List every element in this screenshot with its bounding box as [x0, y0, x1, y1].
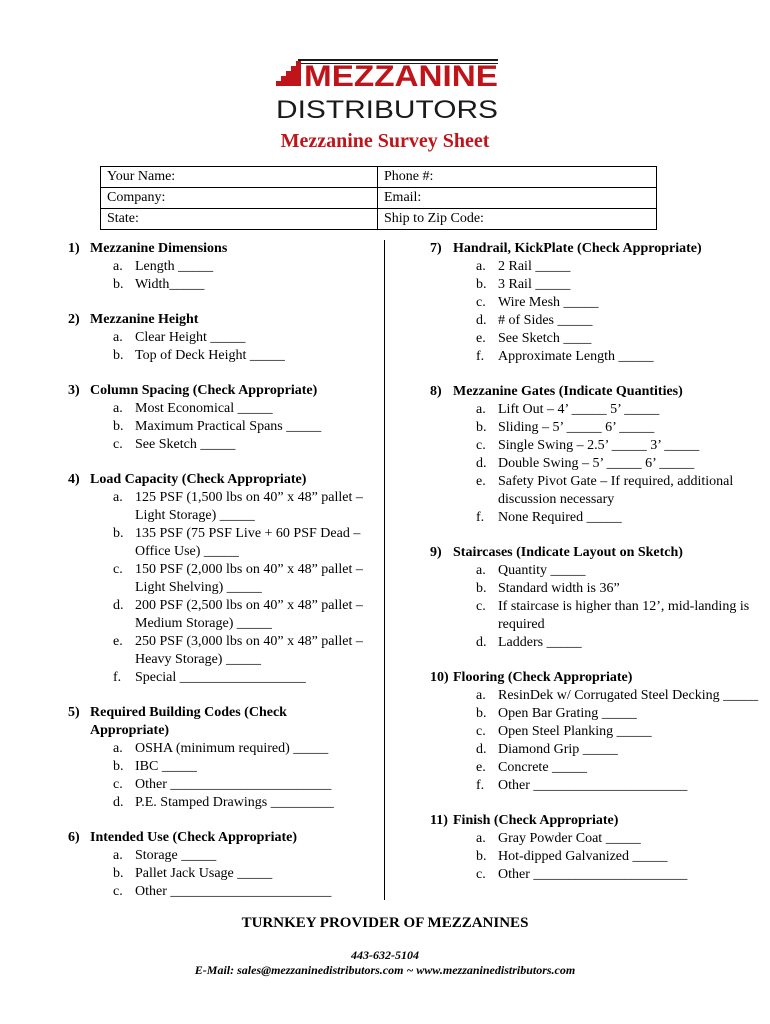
- section-number: 3): [68, 383, 80, 398]
- section-title: Intended Use (Check Appropriate): [90, 830, 298, 845]
- option-item[interactable]: [476, 401, 760, 419]
- option-letter: b.: [476, 706, 487, 721]
- option-text: 3 Rail _____: [498, 277, 571, 292]
- section-number: 5): [68, 705, 80, 720]
- section-title: Handrail, KickPlate (Check Appropriate): [453, 241, 702, 256]
- option-text: Safety Pivot Gate – If required, additional discussion necessary: [498, 474, 734, 507]
- option-item[interactable]: [113, 489, 368, 525]
- footer-tagline: TURNKEY PROVIDER OF MEZZANINES: [241, 915, 529, 931]
- option-letter: b.: [113, 348, 124, 363]
- option-letter: d.: [113, 598, 124, 613]
- option-letter: c.: [476, 438, 486, 453]
- stair-step: [296, 61, 301, 86]
- option-list: [430, 687, 760, 795]
- option-item[interactable]: [113, 347, 368, 365]
- option-letter: a.: [476, 563, 486, 578]
- option-text: Wire Mesh _____: [498, 295, 599, 310]
- option-item[interactable]: [113, 776, 368, 794]
- section-title: Staircases (Indicate Layout on Sketch): [453, 545, 683, 560]
- option-letter: e.: [476, 760, 486, 775]
- section-title: Mezzanine Dimensions: [90, 241, 228, 256]
- option-text: Quantity _____: [498, 563, 586, 578]
- option-list: [430, 258, 760, 366]
- section-number: 4): [68, 472, 80, 487]
- option-item[interactable]: [476, 777, 760, 795]
- section-number: 7): [430, 241, 442, 256]
- svg-text:DISTRIBUTORS: DISTRIBUTORS: [276, 96, 498, 124]
- option-text: IBC _____: [135, 759, 197, 774]
- option-text: Lift Out – 4’ _____ 5’ _____: [498, 402, 660, 417]
- option-item[interactable]: [476, 473, 760, 509]
- option-letter: d.: [476, 313, 487, 328]
- stairs-icon: [276, 61, 301, 86]
- phone-field[interactable]: Phone #:: [378, 167, 657, 188]
- company-logo: [272, 56, 500, 124]
- survey-section: [68, 829, 368, 901]
- option-letter: f.: [476, 778, 485, 793]
- survey-section: [68, 240, 368, 294]
- option-text: Standard width is 36”: [498, 581, 620, 596]
- option-item[interactable]: [113, 847, 368, 865]
- option-text: 200 PSF (2,500 lbs on 40” x 48” pallet – Medium Storage) _____: [135, 598, 363, 631]
- option-item[interactable]: [113, 597, 368, 633]
- section-number: 2): [68, 312, 80, 327]
- option-letter: f.: [476, 510, 485, 525]
- option-letter: d.: [476, 742, 487, 757]
- option-item[interactable]: [476, 759, 760, 777]
- option-text: 125 PSF (1,500 lbs on 40” x 48” pallet – Light Storage) _____: [135, 490, 363, 523]
- option-text: # of Sides _____: [498, 313, 593, 328]
- section-title: Finish (Check Appropriate): [453, 813, 619, 828]
- survey-section: [68, 704, 368, 812]
- option-item[interactable]: [476, 562, 760, 580]
- option-letter: c.: [113, 437, 123, 452]
- option-text: Other ______________________: [498, 867, 688, 882]
- option-letter: c.: [113, 777, 123, 792]
- option-item[interactable]: [476, 509, 760, 527]
- section-number: 8): [430, 384, 442, 399]
- option-text: ResinDek w/ Corrugated Steel Decking _____: [498, 688, 759, 703]
- option-text: Other _______________________: [135, 777, 332, 792]
- option-letter: b.: [476, 277, 487, 292]
- option-letter: d.: [113, 795, 124, 810]
- option-letter: e.: [113, 634, 123, 649]
- section-heading: [68, 240, 368, 258]
- section-number: 11): [430, 813, 448, 828]
- option-text: Diamond Grip _____: [498, 742, 618, 757]
- option-item[interactable]: [476, 580, 760, 598]
- right-column: [430, 240, 760, 901]
- option-list: [430, 401, 760, 527]
- option-letter: f.: [476, 349, 485, 364]
- option-item[interactable]: [476, 598, 760, 634]
- option-text: 150 PSF (2,000 lbs on 40” x 48” pallet – Light Shelving) _____: [135, 562, 363, 595]
- section-heading: [68, 704, 368, 740]
- survey-section: [430, 669, 760, 795]
- option-letter: a.: [476, 259, 486, 274]
- option-item[interactable]: [476, 312, 760, 330]
- option-item[interactable]: [113, 276, 368, 294]
- option-letter: a.: [113, 848, 123, 863]
- section-heading: [68, 829, 368, 847]
- stair-step: [286, 71, 291, 86]
- option-letter: a.: [476, 402, 486, 417]
- option-text: Most Economical _____: [135, 401, 273, 416]
- survey-section: [68, 382, 368, 454]
- option-text: Approximate Length _____: [498, 349, 654, 364]
- option-letter: d.: [476, 635, 487, 650]
- left-column: [68, 240, 368, 918]
- option-list: [68, 489, 368, 687]
- section-heading: [430, 240, 760, 258]
- option-item[interactable]: [113, 258, 368, 276]
- option-letter: a.: [476, 688, 486, 703]
- section-title: Mezzanine Gates (Indicate Quantities): [453, 384, 683, 399]
- stair-step: [291, 66, 296, 86]
- option-text: OSHA (minimum required) _____: [135, 741, 329, 756]
- option-text: Gray Powder Coat _____: [498, 831, 641, 846]
- option-text: Length _____: [135, 259, 214, 274]
- stair-step: [281, 76, 286, 86]
- option-item[interactable]: [476, 830, 760, 848]
- option-text: Top of Deck Height _____: [135, 348, 285, 363]
- option-text: Storage _____: [135, 848, 217, 863]
- option-text: Single Swing – 2.5’ _____ 3’ _____: [498, 438, 700, 453]
- option-item[interactable]: [113, 794, 368, 812]
- option-text: Ladders _____: [498, 635, 582, 650]
- option-text: P.E. Stamped Drawings _________: [135, 795, 334, 810]
- option-letter: b.: [113, 277, 124, 292]
- option-item[interactable]: [476, 866, 760, 884]
- option-list: [430, 830, 760, 884]
- option-text: None Required _____: [498, 510, 622, 525]
- section-heading: [430, 383, 760, 401]
- option-text: Other ______________________: [498, 778, 688, 793]
- option-text: If staircase is higher than 12’, mid-landing is required: [498, 599, 750, 632]
- option-item[interactable]: [476, 848, 760, 866]
- option-letter: b.: [476, 849, 487, 864]
- option-letter: c.: [113, 884, 123, 899]
- footer-contact: E-Mail: sales@mezzaninedistributors.com ~ www.mezzaninedistributors.com: [194, 963, 576, 977]
- option-list: [68, 740, 368, 812]
- option-item[interactable]: [476, 330, 760, 348]
- section-title: Mezzanine Height: [90, 312, 199, 327]
- option-text: Special __________________: [135, 670, 306, 685]
- section-number: 6): [68, 830, 80, 845]
- option-text: Clear Height _____: [135, 330, 246, 345]
- section-heading: [68, 471, 368, 489]
- option-item[interactable]: [476, 276, 760, 294]
- option-item[interactable]: [476, 419, 760, 437]
- option-item[interactable]: [113, 525, 368, 561]
- customer-info-table: [100, 166, 657, 230]
- option-item[interactable]: [113, 436, 368, 454]
- option-item[interactable]: [476, 294, 760, 312]
- option-list: [430, 562, 760, 652]
- option-letter: c.: [476, 724, 486, 739]
- option-text: 2 Rail _____: [498, 259, 571, 274]
- option-letter: b.: [476, 420, 487, 435]
- option-letter: c.: [476, 295, 486, 310]
- option-item[interactable]: [476, 258, 760, 276]
- option-text: Pallet Jack Usage _____: [135, 866, 273, 881]
- option-item[interactable]: [113, 758, 368, 776]
- option-text: See Sketch _____: [135, 437, 236, 452]
- option-item[interactable]: [113, 329, 368, 347]
- option-item[interactable]: [113, 418, 368, 436]
- section-number: 9): [430, 545, 442, 560]
- option-item[interactable]: [476, 348, 760, 366]
- option-letter: a.: [113, 259, 123, 274]
- option-letter: b.: [113, 526, 124, 541]
- option-item[interactable]: [113, 561, 368, 597]
- option-list: [68, 258, 368, 294]
- option-item[interactable]: [476, 741, 760, 759]
- option-list: [68, 847, 368, 901]
- option-letter: a.: [113, 490, 123, 505]
- option-text: Sliding – 5’ _____ 6’ _____: [498, 420, 655, 435]
- option-text: Hot-dipped Galvanized _____: [498, 849, 668, 864]
- option-text: Concrete _____: [498, 760, 588, 775]
- option-letter: a.: [476, 831, 486, 846]
- option-text: Maximum Practical Spans _____: [135, 419, 322, 434]
- survey-section: [68, 471, 368, 687]
- option-letter: a.: [113, 401, 123, 416]
- option-item[interactable]: [113, 669, 368, 687]
- section-title: Column Spacing (Check Appropriate): [90, 383, 318, 398]
- column-divider: [384, 240, 385, 900]
- option-text: 250 PSF (3,000 lbs on 40” x 48” pallet – Heavy Storage) _____: [135, 634, 363, 667]
- option-letter: c.: [113, 562, 123, 577]
- option-text: 135 PSF (75 PSF Live + 60 PSF Dead – Office Use) _____: [135, 526, 361, 559]
- option-text: Width_____: [135, 277, 205, 292]
- section-number: 1): [68, 241, 80, 256]
- section-heading: [68, 382, 368, 400]
- option-letter: b.: [113, 759, 124, 774]
- footer-phone: 443-632-5104: [351, 948, 419, 962]
- survey-section: [430, 240, 760, 366]
- option-letter: c.: [476, 599, 486, 614]
- option-letter: b.: [113, 866, 124, 881]
- survey-section: [430, 544, 760, 652]
- option-letter: b.: [113, 419, 124, 434]
- option-list: [68, 329, 368, 365]
- section-heading: [430, 812, 760, 830]
- option-letter: b.: [476, 581, 487, 596]
- option-letter: a.: [113, 330, 123, 345]
- section-heading: [68, 311, 368, 329]
- option-item[interactable]: [113, 400, 368, 418]
- survey-section: [430, 383, 760, 527]
- option-item[interactable]: [113, 633, 368, 669]
- option-item[interactable]: [113, 883, 368, 901]
- company-field[interactable]: Company:: [101, 188, 378, 209]
- ship-zip-field[interactable]: Ship to Zip Code:: [378, 209, 657, 230]
- your-name-field[interactable]: Your Name:: [101, 167, 378, 188]
- option-item[interactable]: [476, 634, 760, 652]
- option-letter: a.: [113, 741, 123, 756]
- option-item[interactable]: [113, 740, 368, 758]
- option-text: Open Steel Planking _____: [498, 724, 652, 739]
- option-list: [68, 400, 368, 454]
- option-letter: c.: [476, 867, 486, 882]
- option-text: Double Swing – 5’ _____ 6’ _____: [498, 456, 695, 471]
- option-letter: e.: [476, 474, 486, 489]
- option-item[interactable]: [476, 723, 760, 741]
- section-title: Flooring (Check Appropriate): [453, 670, 633, 685]
- option-text: Open Bar Grating _____: [498, 706, 637, 721]
- option-item[interactable]: [113, 865, 368, 883]
- svg-text:MEZZANINE: MEZZANINE: [304, 60, 498, 93]
- survey-section: [430, 812, 760, 884]
- option-item[interactable]: [476, 455, 760, 473]
- option-item[interactable]: [476, 687, 760, 705]
- option-letter: e.: [476, 331, 486, 346]
- email-field[interactable]: Email:: [378, 188, 657, 209]
- option-text: Other _______________________: [135, 884, 332, 899]
- section-heading: [430, 669, 760, 687]
- option-item[interactable]: [476, 705, 760, 723]
- stair-step: [276, 81, 281, 86]
- option-item[interactable]: [476, 437, 760, 455]
- state-field[interactable]: State:: [101, 209, 378, 230]
- survey-section: [68, 311, 368, 365]
- section-title: Required Building Codes (Check Appropriate): [90, 705, 287, 738]
- option-letter: d.: [476, 456, 487, 471]
- section-heading: [430, 544, 760, 562]
- option-text: See Sketch ____: [498, 331, 592, 346]
- option-letter: f.: [113, 670, 122, 685]
- section-title: Load Capacity (Check Appropriate): [90, 472, 307, 487]
- page-title: Mezzanine Survey Sheet: [280, 130, 490, 152]
- section-number: 10): [430, 670, 449, 685]
